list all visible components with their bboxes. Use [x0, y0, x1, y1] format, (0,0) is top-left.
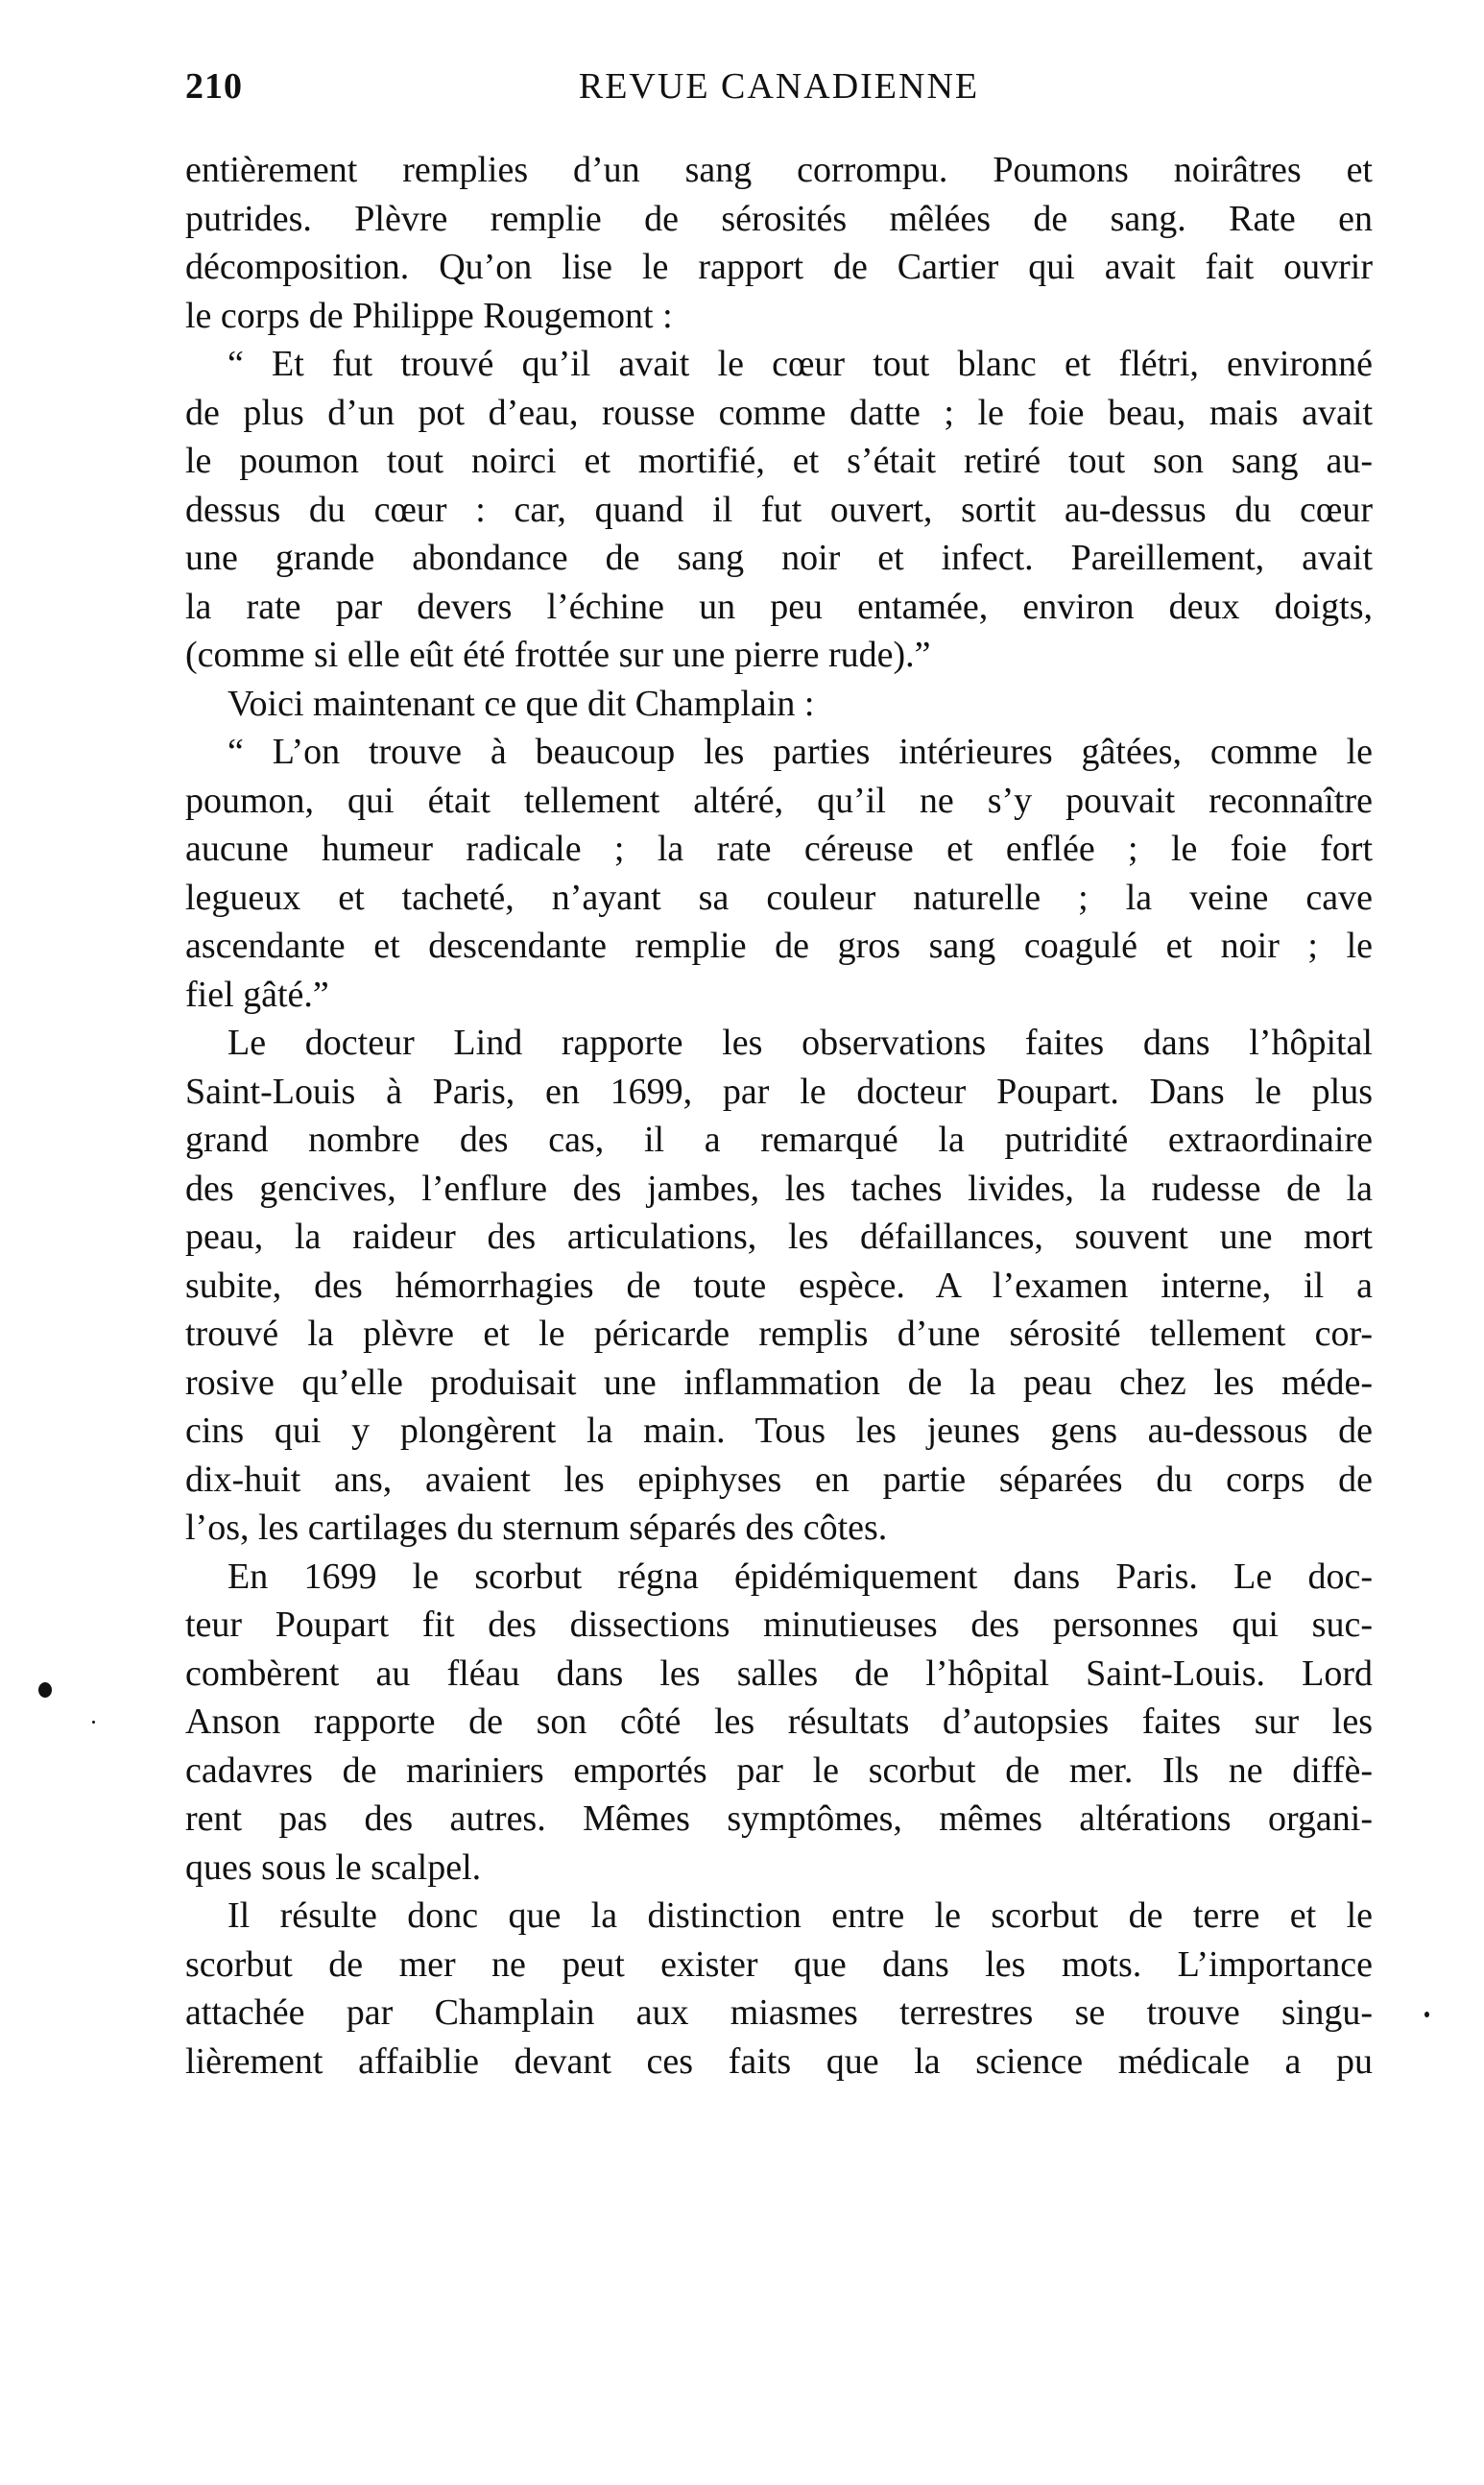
text-line: attachée par Champlain aux miasmes terrestres se trouve singu-: [185, 1992, 1373, 2033]
text-line: Le docteur Lind rapporte les observations faites dans l’hôpital: [227, 1023, 1373, 1063]
text-line: grand nombre des cas, il a remarqué la putridité extraordinaire: [185, 1120, 1373, 1160]
text-line: entièrement remplies d’un sang corrompu. Poumons noirâtres et: [185, 150, 1373, 190]
body-text: [185, 146, 1373, 2086]
text-line: fiel gâté.”: [185, 974, 329, 1015]
text-line: cins qui y plongèrent la main. Tous les jeunes gens au-dessous de: [185, 1411, 1373, 1451]
text-line: (comme si elle eût été frottée sur une pierre rude).”: [185, 635, 931, 675]
text-line: dessus du cœur : car, quand il fut ouvert, sortit au-dessus du cœur: [185, 489, 1373, 530]
text-line: cadavres de mariniers emportés par le scorbut de mer. Ils ne diffè-: [185, 1749, 1373, 1791]
page-header: [185, 65, 1373, 113]
text-line: Voici maintenant ce que dit Champlain :: [227, 683, 815, 724]
margin-ink-dot: [92, 1721, 95, 1724]
text-line: subite, des hémorrhagies de toute espèce. A l’examen interne, il a: [185, 1265, 1373, 1306]
text-line: Anson rapporte de son côté les résultats d’autopsies faites sur les: [185, 1701, 1373, 1742]
margin-ink-dot: [1424, 2012, 1429, 2017]
text-line: lièrement affaiblie devant ces faits que la science médicale a pu: [185, 2040, 1373, 2082]
text-line: une grande abondance de sang noir et infect. Pareillement, avait: [185, 538, 1373, 578]
text-line: “ L’on trouve à beaucoup les parties intérieures gâtées, comme le: [227, 732, 1373, 772]
text-line: combèrent au fléau dans les salles de l’hôpital Saint-Louis. Lord: [185, 1653, 1373, 1694]
text-line: l’os, les cartilages du sternum séparés des côtes.: [185, 1508, 888, 1548]
text-line: putrides. Plèvre remplie de sérosités mêlées de sang. Rate en: [185, 198, 1373, 239]
text-line: teur Poupart fit des dissections minutieuses des personnes qui suc-: [185, 1604, 1373, 1645]
text-line: Saint-Louis à Paris, en 1699, par le docteur Poupart. Dans le plus: [185, 1071, 1373, 1112]
page-number: 210: [185, 66, 243, 107]
text-line: la rate par devers l’échine un peu entamée, environ deux doigts,: [185, 586, 1373, 627]
text-line: legueux et tacheté, n’ayant sa couleur naturelle ; la veine cave: [185, 877, 1373, 918]
text-line: peau, la raideur des articulations, les défaillances, souvent une mort: [185, 1217, 1373, 1257]
text-line: des gencives, l’enflure des jambes, les taches livides, la rudesse de la: [185, 1168, 1373, 1209]
running-title: REVUE CANADIENNE: [578, 66, 980, 107]
text-line: décomposition. Qu’on lise le rapport de Cartier qui avait fait ouvrir: [185, 247, 1373, 287]
text-line: ques sous le scalpel.: [185, 1846, 482, 1888]
text-line: ascendante et descendante remplie de gros sang coagulé et noir ; le: [185, 926, 1373, 966]
text-line: aucune humeur radicale ; la rate céreuse et enflée ; le foie fort: [185, 829, 1373, 869]
text-line: de plus d’un pot d’eau, rousse comme datte ; le foie beau, mais avait: [185, 392, 1373, 433]
text-line: le corps de Philippe Rougemont :: [185, 295, 673, 336]
text-line: rosive qu’elle produisait une inflammation de la peau chez les méde-: [185, 1362, 1373, 1403]
text-line: scorbut de mer ne peut exister que dans les mots. L’importance: [185, 1943, 1373, 1985]
text-line: poumon, qui était tellement altéré, qu’il ne s’y pouvait reconnaître: [185, 780, 1373, 821]
text-line: dix-huit ans, avaient les epiphyses en partie séparées du corps de: [185, 1459, 1373, 1500]
text-line: “ Et fut trouvé qu’il avait le cœur tout blanc et flétri, environné: [227, 344, 1373, 384]
text-line: rent pas des autres. Mêmes symptômes, mêmes altérations organi-: [185, 1798, 1373, 1839]
text-line: Il résulte donc que la distinction entre le scorbut de terre et le: [227, 1895, 1373, 1936]
text-line: le poumon tout noirci et mortifié, et s’était retiré tout son sang au-: [185, 441, 1373, 481]
margin-ink-dot: [38, 1682, 52, 1698]
text-line: trouvé la plèvre et le péricarde remplis d’une sérosité tellement cor-: [185, 1314, 1373, 1354]
text-line: En 1699 le scorbut régna épidémiquement dans Paris. Le doc-: [227, 1556, 1373, 1597]
